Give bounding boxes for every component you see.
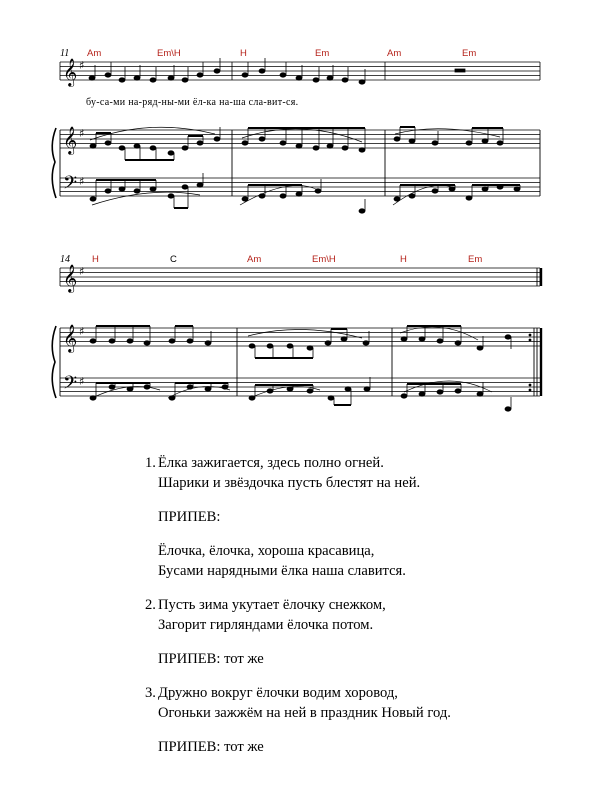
chord-symbol: Am (247, 254, 262, 265)
piano-rh-notes (90, 326, 511, 358)
chord-symbol: H (400, 254, 407, 265)
chord-symbol: Em (468, 254, 483, 265)
lyrics-line: бу-са-ми на-ряд-ны-ми ёл-ка на-ша сла-вит-ся. (86, 97, 299, 108)
verse-1 (145, 453, 545, 493)
verse-number: 1. (145, 455, 156, 471)
chord-symbol: Em\H (157, 48, 181, 59)
verse-line: Пусть зима укутает ёлочку снежком, (158, 597, 386, 613)
beams (96, 180, 520, 208)
chord-symbol: Am (87, 48, 102, 59)
sharp-icon: ♯ (79, 325, 85, 338)
melody-staff (60, 268, 540, 286)
chord-symbol: Am (387, 48, 402, 59)
verse-line: Ёлка зажигается, здесь полно огней. (158, 455, 384, 471)
refrain-repeat: ПРИПЕВ: тот же (158, 739, 264, 755)
measure-number: 14 (60, 254, 70, 265)
chord-symbol: Em (462, 48, 477, 59)
verse-number: 3. (145, 685, 156, 701)
sharp-icon: ♯ (79, 175, 85, 188)
bass-clef-icon: 𝄢 (63, 173, 78, 198)
brace-icon (52, 326, 56, 398)
chord-symbol: H (240, 48, 247, 59)
sharp-icon: ♯ (79, 375, 85, 388)
lyrics-text (145, 453, 545, 771)
chord-symbol: C (170, 254, 177, 265)
bass-clef-icon: 𝄢 (63, 373, 78, 398)
sharp-icon: ♯ (79, 127, 85, 140)
refrain-label: ПРИПЕВ: (158, 509, 221, 525)
treble-clef-icon: 𝄞 (63, 126, 78, 154)
treble-clef-icon: 𝄞 (63, 58, 78, 86)
chord-symbol: H (92, 254, 99, 265)
treble-clef-icon: 𝄞 (63, 324, 78, 352)
verse-line: Огоньки зажжём на ней в праздник Новый год. (158, 705, 451, 721)
piano-treble-staff (60, 328, 540, 346)
verse-3 (145, 683, 545, 723)
refrain-repeat: ПРИПЕВ: тот же (158, 651, 264, 667)
chord-symbol: Em (315, 48, 330, 59)
chord-symbol: Em\H (312, 254, 336, 265)
sharp-icon: ♯ (79, 59, 85, 72)
final-barline (537, 268, 541, 396)
refrain-text (158, 541, 545, 581)
verse-2 (145, 595, 545, 635)
treble-clef-icon: 𝄞 (63, 264, 78, 292)
verse-number: 2. (145, 597, 156, 613)
verse-line: Шарики и звёздочка пусть блестят на ней. (158, 475, 421, 491)
refrain-line: Ёлочка, ёлочка, хороша красавица, (158, 543, 375, 559)
sharp-icon: ♯ (79, 265, 85, 278)
measure-number: 11 (60, 48, 70, 59)
brace-icon (52, 128, 56, 198)
verse-line: Дружно вокруг ёлочки водим хоровод, (158, 685, 398, 701)
refrain-line: Бусами нарядными ёлка наша славится. (158, 563, 406, 579)
verse-line: Загорит гирляндами ёлочка потом. (158, 617, 374, 633)
